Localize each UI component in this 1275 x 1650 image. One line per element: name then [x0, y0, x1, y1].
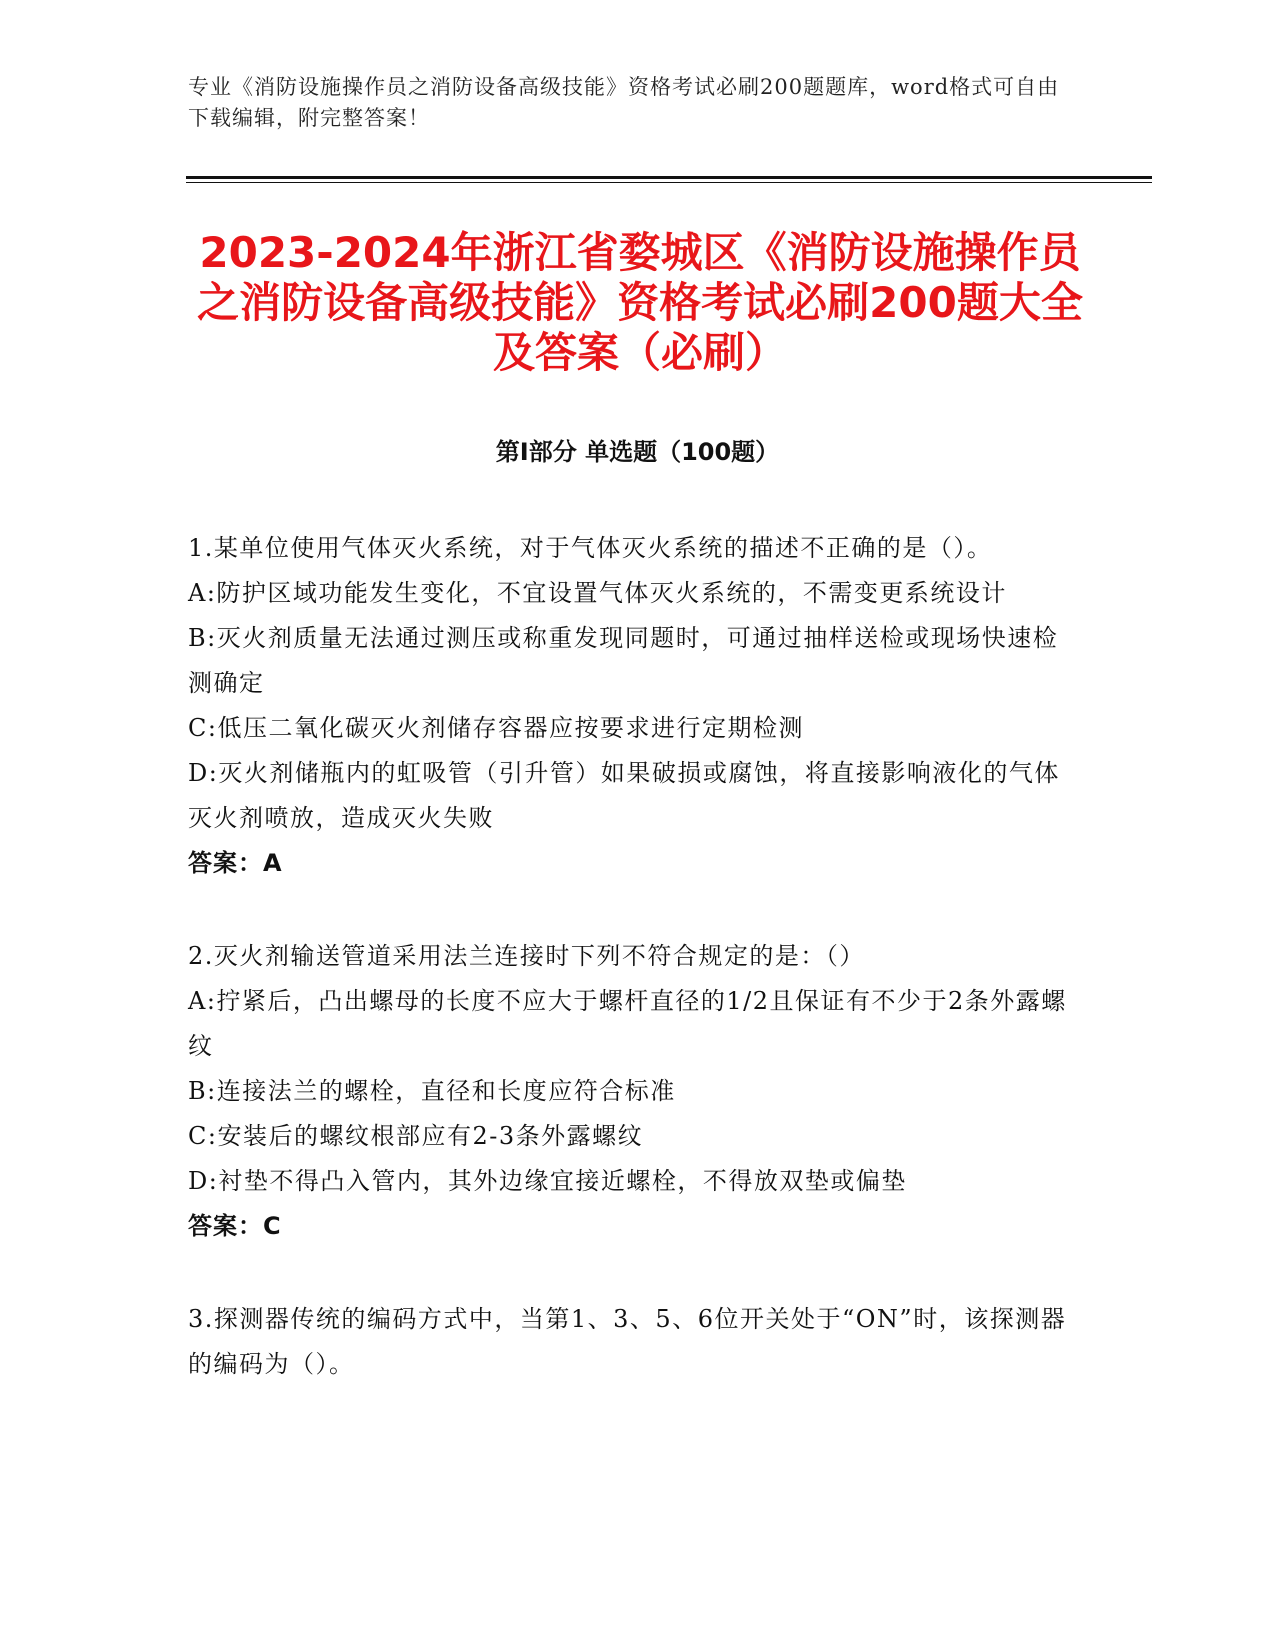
answer-label: 答案：A [188, 849, 283, 877]
question-1 [188, 526, 1068, 886]
question-stem: 3.探测器传统的编码方式中，当第1、3、5、6位开关处于“ON”时，该探测器的编码为（）。 [188, 1305, 1067, 1378]
option-d: D:灭火剂储瓶内的虹吸管（引升管）如果破损或腐蚀，将直接影响液化的气体灭火剂喷放，造成灭火失败 [188, 759, 1060, 832]
answer-label: 答案：C [188, 1212, 282, 1240]
question-3 [188, 1297, 1068, 1387]
question-stem: 1.某单位使用气体灭火系统，对于气体灭火系统的描述不正确的是（）。 [188, 534, 993, 562]
option-c: C:低压二氧化碳灭火剂储存容器应按要求进行定期检测 [188, 714, 804, 742]
option-b: B:连接法兰的螺栓，直径和长度应符合标准 [188, 1077, 676, 1105]
header-note: 专业《消防设施操作员之消防设备高级技能》资格考试必刷200题题库，word格式可自由下载编辑，附完整答案！ [188, 75, 1060, 130]
option-a: A:拧紧后，凸出螺母的长度不应大于螺杆直径的1/2且保证有不少于2条外露螺纹 [188, 987, 1067, 1060]
header-divider-thin [186, 182, 1152, 183]
option-a: A:防护区域功能发生变化，不宜设置气体灭火系统的，不需变更系统设计 [188, 579, 1007, 607]
option-b: B:灭火剂质量无法通过测压或称重发现同题时，可通过抽样送检或现场快速检测确定 [188, 624, 1059, 697]
header-divider-thick [186, 176, 1152, 179]
question-2 [188, 934, 1068, 1249]
option-d: D:衬垫不得凸入管内，其外边缘宜接近螺栓，不得放双垫或偏垫 [188, 1167, 907, 1195]
question-stem: 2.灭火剂输送管道采用法兰连接时下列不符合规定的是：（） [188, 942, 865, 970]
section-heading: 第I部分 单选题（100题） [495, 438, 780, 466]
document-title: 2023-2024年浙江省婺城区《消防设施操作员之消防设备高级技能》资格考试必刷200题大全及答案（必刷） [197, 228, 1083, 377]
question-list [188, 526, 1068, 1435]
option-c: C:安装后的螺纹根部应有2-3条外露螺纹 [188, 1122, 644, 1150]
